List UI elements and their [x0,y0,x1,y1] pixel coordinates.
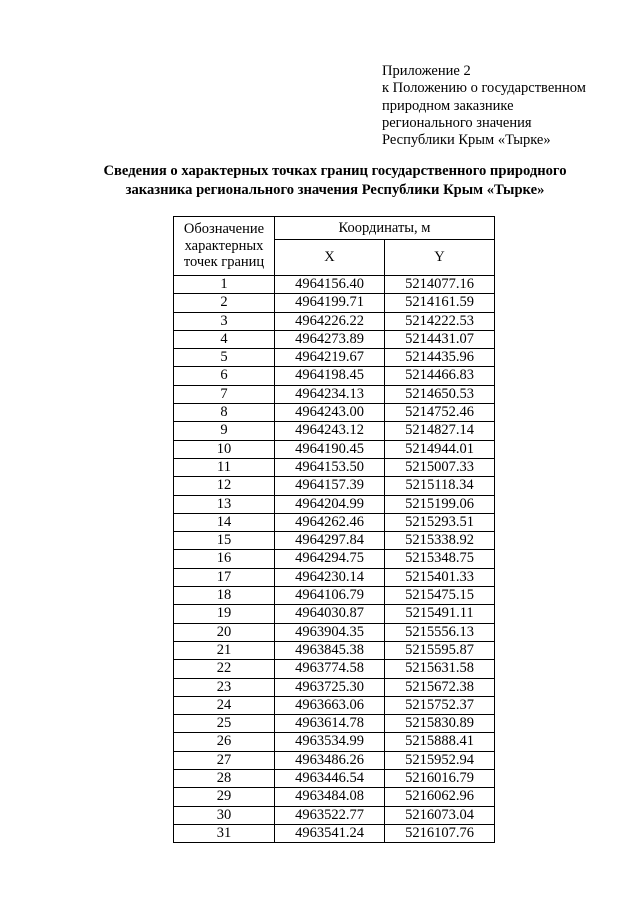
point-number-cell: 17 [174,568,275,586]
coordinate-y-cell: 5216107.76 [385,824,495,842]
coordinate-x-cell: 4964030.87 [275,605,385,623]
point-number-cell: 5 [174,349,275,367]
coordinate-x-cell: 4963446.54 [275,770,385,788]
coordinate-x-cell: 4964157.39 [275,477,385,495]
point-number-cell: 7 [174,385,275,403]
coordinate-x-cell: 4964153.50 [275,458,385,476]
coordinate-y-cell: 5215338.92 [385,532,495,550]
coordinate-x-cell: 4963845.38 [275,641,385,659]
appendix-line: Республики Крым «Тырке» [382,132,551,149]
title-line: заказника регионального значения Республики Крым «Тырке» [125,182,545,198]
appendix-line: регионального значения [382,114,532,131]
coordinate-y-cell: 5216016.79 [385,770,495,788]
coordinate-y-cell: 5216062.96 [385,788,495,806]
table-row [174,696,495,714]
point-number-cell: 8 [174,404,275,422]
coordinate-y-cell: 5215348.75 [385,550,495,568]
appendix-line: Приложение 2 [382,63,471,79]
coordinate-x-cell: 4964243.00 [275,404,385,422]
coordinate-x-cell: 4964234.13 [275,385,385,403]
point-number-cell: 21 [174,641,275,659]
table-row [174,806,495,824]
table-row [174,605,495,623]
coordinate-x-cell: 4964219.67 [275,349,385,367]
coordinate-y-cell: 5215293.51 [385,513,495,531]
appendix-note [382,63,622,149]
table-row [174,404,495,422]
table-row [174,532,495,550]
point-number-cell: 22 [174,660,275,678]
coordinate-x-cell: 4964156.40 [275,276,385,294]
coordinate-y-cell: 5215830.89 [385,715,495,733]
point-number-cell: 6 [174,367,275,385]
table-row [174,513,495,531]
table-row [174,623,495,641]
point-number-cell: 2 [174,294,275,312]
title-line: Сведения о характерных точках границ государственного природного [103,163,567,179]
coordinate-y-cell: 5215475.15 [385,587,495,605]
coordinate-x-cell: 4963663.06 [275,696,385,714]
point-number-cell: 14 [174,513,275,531]
coordinate-y-cell: 5216073.04 [385,806,495,824]
coordinate-x-cell: 4964294.75 [275,550,385,568]
table-row [174,330,495,348]
header-y: Y [385,240,495,276]
table-row [174,587,495,605]
coordinate-x-cell: 4964243.12 [275,422,385,440]
point-number-cell: 27 [174,751,275,769]
coordinate-x-cell: 4963904.35 [275,623,385,641]
table-row [174,495,495,513]
coordinate-x-cell: 4964198.45 [275,367,385,385]
header-designation-line: точек границ [183,254,265,271]
table-body [174,276,495,843]
coordinate-x-cell: 4963534.99 [275,733,385,751]
coordinate-y-cell: 5215595.87 [385,641,495,659]
point-number-cell: 10 [174,440,275,458]
table-row [174,751,495,769]
coordinate-y-cell: 5215672.38 [385,678,495,696]
header-designation-line: характерных [184,237,264,254]
point-number-cell: 9 [174,422,275,440]
table-row [174,477,495,495]
table-row [174,458,495,476]
document-title [60,162,610,200]
point-number-cell: 18 [174,587,275,605]
coordinate-x-cell: 4963484.08 [275,788,385,806]
coordinate-y-cell: 5214650.53 [385,385,495,403]
point-number-cell: 1 [174,276,275,294]
coordinate-y-cell: 5215007.33 [385,458,495,476]
coordinate-y-cell: 5215952.94 [385,751,495,769]
table-row [174,641,495,659]
point-number-cell: 19 [174,605,275,623]
coordinate-x-cell: 4964297.84 [275,532,385,550]
coordinate-y-cell: 5214944.01 [385,440,495,458]
table-row [174,568,495,586]
table-row [174,385,495,403]
table-row [174,550,495,568]
table-row [174,440,495,458]
appendix-line: к Положению о государственном [382,80,586,97]
table-row [174,349,495,367]
table-row [174,788,495,806]
table-row [174,824,495,842]
table-row [174,660,495,678]
point-number-cell: 13 [174,495,275,513]
coordinate-x-cell: 4964230.14 [275,568,385,586]
coordinate-y-cell: 5214222.53 [385,312,495,330]
coordinate-x-cell: 4964199.71 [275,294,385,312]
table-row [174,715,495,733]
point-number-cell: 24 [174,696,275,714]
coordinate-y-cell: 5214435.96 [385,349,495,367]
coordinate-x-cell: 4964226.22 [275,312,385,330]
point-number-cell: 16 [174,550,275,568]
point-number-cell: 26 [174,733,275,751]
coordinate-x-cell: 4964273.89 [275,330,385,348]
coordinate-y-cell: 5215118.34 [385,477,495,495]
table-row [174,733,495,751]
header-coordinates: Координаты, м [275,217,495,240]
coordinate-y-cell: 5214161.59 [385,294,495,312]
coordinate-x-cell: 4964204.99 [275,495,385,513]
point-number-cell: 4 [174,330,275,348]
coordinate-x-cell: 4963486.26 [275,751,385,769]
point-number-cell: 29 [174,788,275,806]
coordinate-x-cell: 4963541.24 [275,824,385,842]
table-row [174,422,495,440]
coordinate-x-cell: 4963725.30 [275,678,385,696]
header-x: X [275,240,385,276]
coordinates-table [173,216,495,843]
point-number-cell: 23 [174,678,275,696]
point-number-cell: 30 [174,806,275,824]
coordinate-x-cell: 4963522.77 [275,806,385,824]
coordinate-y-cell: 5215401.33 [385,568,495,586]
coordinate-y-cell: 5214431.07 [385,330,495,348]
point-number-cell: 28 [174,770,275,788]
point-number-cell: 20 [174,623,275,641]
point-number-cell: 3 [174,312,275,330]
coordinate-x-cell: 4964190.45 [275,440,385,458]
coordinate-y-cell: 5214077.16 [385,276,495,294]
point-number-cell: 31 [174,824,275,842]
header-designation-line: Обозначение [183,221,265,238]
coordinate-x-cell: 4963614.78 [275,715,385,733]
coordinate-y-cell: 5214752.46 [385,404,495,422]
table-row [174,276,495,294]
table-row [174,770,495,788]
table-row [174,367,495,385]
coordinate-y-cell: 5215556.13 [385,623,495,641]
coordinate-x-cell: 4964262.46 [275,513,385,531]
point-number-cell: 12 [174,477,275,495]
coordinate-y-cell: 5214827.14 [385,422,495,440]
coordinate-y-cell: 5215888.41 [385,733,495,751]
point-number-cell: 15 [174,532,275,550]
table-row [174,294,495,312]
coordinate-y-cell: 5215199.06 [385,495,495,513]
coordinate-x-cell: 4963774.58 [275,660,385,678]
coordinate-y-cell: 5215631.58 [385,660,495,678]
coordinate-y-cell: 5214466.83 [385,367,495,385]
point-number-cell: 11 [174,458,275,476]
coordinate-x-cell: 4964106.79 [275,587,385,605]
table-row [174,678,495,696]
table-row [174,312,495,330]
coordinate-y-cell: 5215491.11 [385,605,495,623]
point-number-cell: 25 [174,715,275,733]
header-designation [174,217,275,276]
coordinate-y-cell: 5215752.37 [385,696,495,714]
appendix-line: природном заказнике [382,97,514,114]
